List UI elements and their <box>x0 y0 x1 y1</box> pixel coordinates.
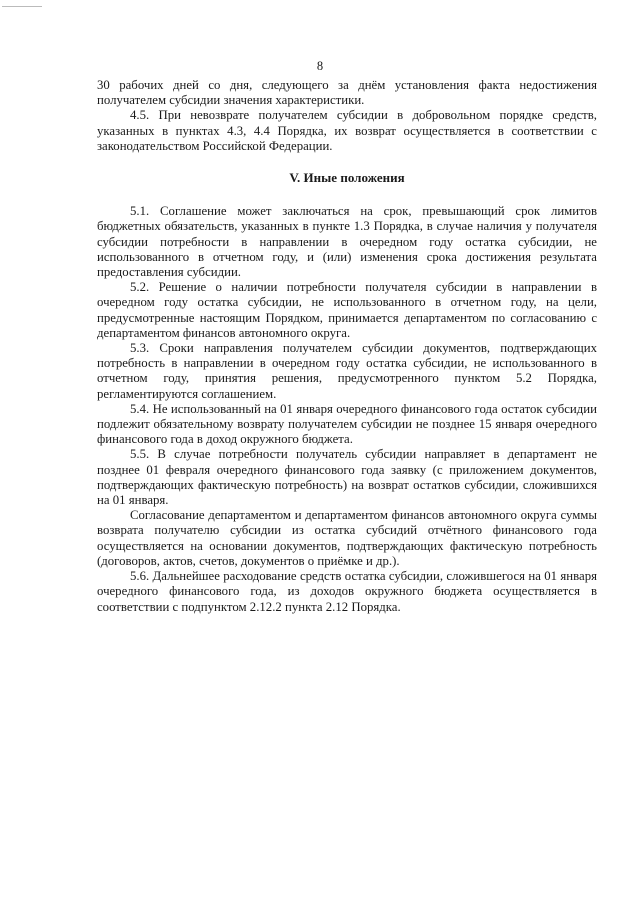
paragraph-5-1: 5.1. Соглашение может заключаться на срок, превышающий срок лимитов бюджетных обязательств, указанных в пункте 1.3 Порядка, в случае наличия у получателя субсидии потребности в направлении в очередном году остатка субсидии, не использованного в отчетном году, и (или) изменения срока достижения результата предоставления субсидии. <box>97 204 597 280</box>
paragraph-5-5-approval: Согласование департаментом и департаментом финансов автономного округа суммы возврата получателю субсидии из остатка субсидий отчётного финансового года осуществляется на основании документов, подтверждающих фактическую потребность (договоров, актов, счетов, документов о приёмке и др.). <box>97 508 597 568</box>
scan-edge-mark <box>2 6 42 7</box>
paragraph-continuation: 30 рабочих дней со дня, следующего за днём установления факта недостижения получателем субсидии значения характеристики. <box>97 78 597 108</box>
paragraph-5-4: 5.4. Не использованный на 01 января очередного финансового года остаток субсидии подлежит обязательному возврату получателем субсидии не позднее 15 января очередного финансового года в доход окружного бюджета. <box>97 401 597 447</box>
paragraph-4-5: 4.5. При невозврате получателем субсидии в добровольном порядке средств, указанных в пунктах 4.3, 4.4 Порядка, их возврат осуществляется в соответствии с законодательством Российской Федерации. <box>97 108 597 153</box>
page-number: 8 <box>316 59 324 73</box>
paragraph-5-2: 5.2. Решение о наличии потребности получателя субсидии в направлении в очередном году остатка субсидии, не использованного в отчетном году, на цели, предусмотренные настоящим Порядком, принимается департаментом по согласованию с департаментом финансов автономного округа. <box>97 280 597 340</box>
section-title: V. Иные положения <box>289 170 405 186</box>
document-body <box>97 78 597 615</box>
paragraph-5-3: 5.3. Сроки направления получателем субсидии документов, подтверждающих потребность в направлении в очередном году остатка субсидии, не использованного в отчетном году, принятия решения, предусмотренного пунктом 5.2 Порядка, регламентируются соглашением. <box>97 341 597 401</box>
paragraph-5-6: 5.6. Дальнейшее расходование средств остатка субсидии, сложившегося на 01 января очередного финансового года, из доходов окружного бюджета осуществляется в соответствии с подпунктом 2.12.2 пункта 2.12 Порядка. <box>97 569 597 614</box>
paragraph-5-5: 5.5. В случае потребности получатель субсидии направляет в департамент не позднее 01 февраля очередного финансового года заявку (с приложением документов, подтверждающих фактическую потребность) на возврат остатков субсидии, сложившихся на 01 января. <box>97 447 597 508</box>
